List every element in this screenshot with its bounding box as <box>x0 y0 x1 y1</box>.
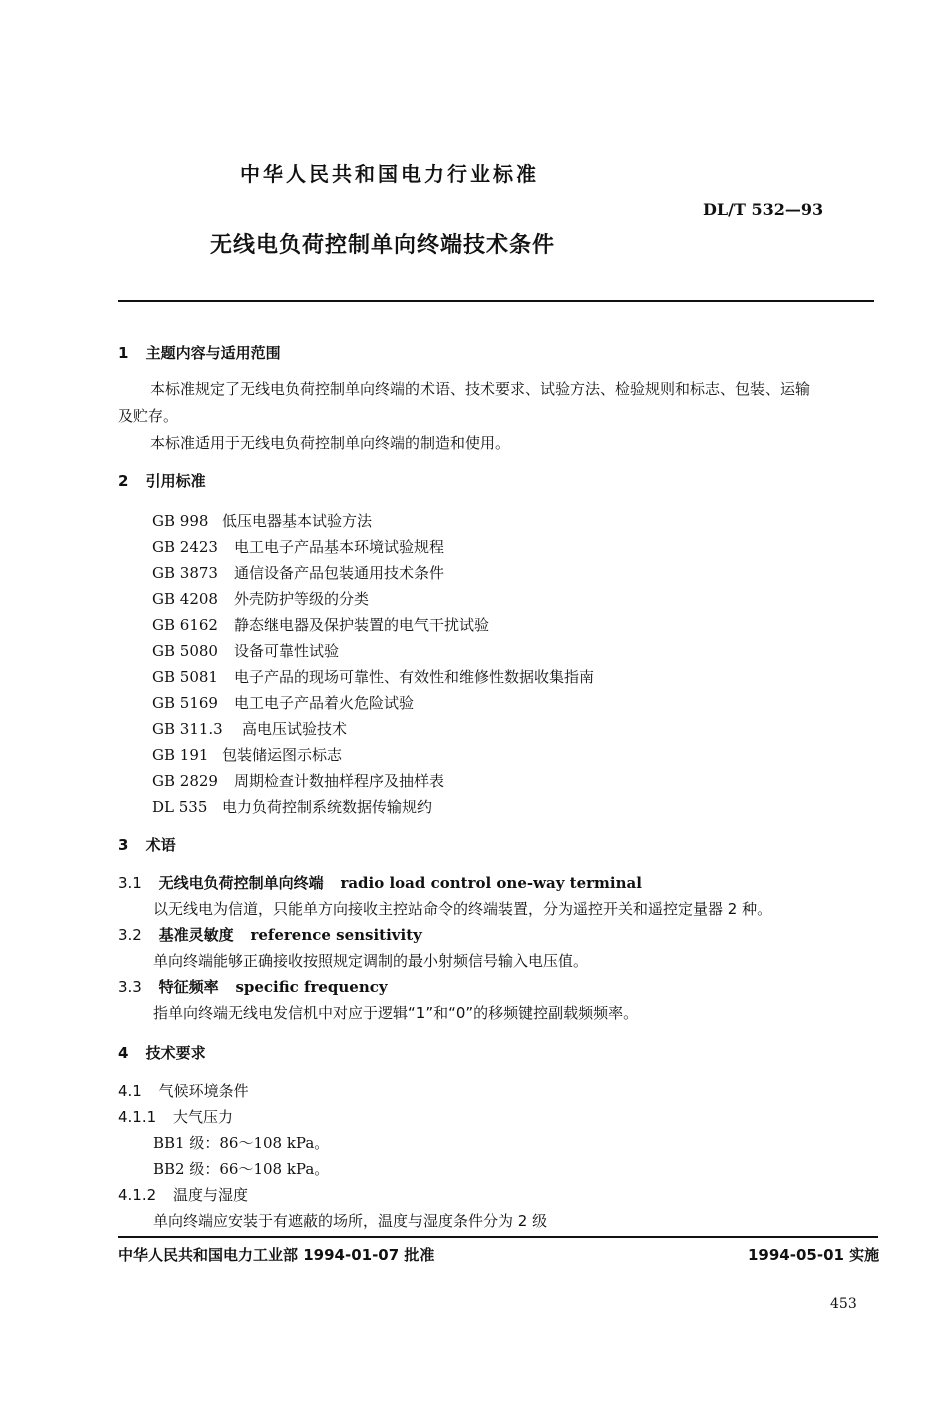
section-title: 术语 <box>145 836 176 854</box>
reference-name: 通信设备产品包装通用技术条件 <box>234 564 445 582</box>
reference-item <box>152 690 594 716</box>
term-chinese: 基准灵敏度 <box>158 926 234 944</box>
term-english: specific frequency <box>235 978 388 996</box>
reference-code: GB 5169 <box>152 694 218 712</box>
reference-item <box>152 508 594 534</box>
reference-standards-list <box>152 508 594 820</box>
reference-code: GB 4208 <box>152 590 218 608</box>
section-title: 引用标准 <box>145 472 206 490</box>
subsection-4-1-1-heading <box>118 1106 233 1127</box>
reference-item <box>152 794 594 820</box>
reference-name: 电子产品的现场可靠性、有效性和维修性数据收集指南 <box>234 668 595 686</box>
footer-divider <box>118 1236 878 1238</box>
subsection-number: 4.1 <box>118 1082 142 1100</box>
section-number: 2 <box>118 472 129 490</box>
section-1-paragraph-1-line-2: 及贮存。 <box>118 407 179 425</box>
reference-name: 外壳防护等级的分类 <box>234 590 370 608</box>
reference-name: 电工电子产品基本环境试验规程 <box>234 538 445 556</box>
reference-item <box>152 560 594 586</box>
term-english: radio load control one-way terminal <box>340 874 642 892</box>
term-number: 3.3 <box>118 978 142 996</box>
pressure-class-bb2: BB2 级：66～108 kPa。 <box>153 1160 330 1178</box>
section-2-heading <box>118 470 206 491</box>
reference-code: GB 6162 <box>152 616 218 634</box>
reference-code: DL 535 <box>152 798 208 816</box>
section-1-paragraph-1-line-1: 本标准规定了无线电负荷控制单向终端的术语、技术要求、试验方法、检验规则和标志、包装、运输 <box>150 380 811 398</box>
subsection-4-1-2-text: 单向终端应安装于有遮蔽的场所，温度与湿度条件分为 2 级 <box>153 1212 548 1230</box>
page-number: 453 <box>830 1296 857 1312</box>
term-english: reference sensitivity <box>250 926 422 944</box>
reference-code: GB 998 <box>152 512 209 530</box>
term-3-1-heading <box>118 872 642 893</box>
approval-line: 中华人民共和国电力工业部 1994-01-07 批准 <box>118 1246 435 1264</box>
industry-standard-title: 中华人民共和国电力行业标准 <box>240 162 539 186</box>
reference-code: GB 191 <box>152 746 209 764</box>
reference-item <box>152 534 594 560</box>
reference-code: GB 2829 <box>152 772 218 790</box>
subsection-4-1-2-heading <box>118 1184 248 1205</box>
section-1-heading <box>118 342 281 363</box>
pressure-class-bb1: BB1 级：86～108 kPa。 <box>153 1134 330 1152</box>
effective-date: 1994-05-01 实施 <box>748 1246 880 1264</box>
reference-item <box>152 664 594 690</box>
section-3-heading <box>118 834 176 855</box>
reference-code: GB 2423 <box>152 538 218 556</box>
document-title: 无线电负荷控制单向终端技术条件 <box>210 233 556 258</box>
reference-code: GB 5081 <box>152 668 218 686</box>
subsection-number: 4.1.1 <box>118 1108 157 1126</box>
reference-item <box>152 742 594 768</box>
section-1-paragraph-2: 本标准适用于无线电负荷控制单向终端的制造和使用。 <box>150 434 511 452</box>
reference-name: 静态继电器及保护装置的电气干扰试验 <box>234 616 490 634</box>
subsection-title: 温度与湿度 <box>172 1186 248 1204</box>
reference-item <box>152 612 594 638</box>
reference-code: GB 3873 <box>152 564 218 582</box>
section-number: 4 <box>118 1044 129 1062</box>
reference-item <box>152 716 594 742</box>
reference-name: 电力负荷控制系统数据传输规约 <box>222 798 433 816</box>
subsection-title: 大气压力 <box>172 1108 233 1126</box>
reference-name: 电工电子产品着火危险试验 <box>234 694 415 712</box>
reference-name: 包装储运图示标志 <box>222 746 343 764</box>
reference-item <box>152 768 594 794</box>
term-3-1-definition: 以无线电为信道，只能单方向接收主控站命令的终端装置，分为遥控开关和遥控定量器 2 种。 <box>153 900 773 918</box>
subsection-4-1-heading <box>118 1080 249 1101</box>
reference-name: 设备可靠性试验 <box>234 642 340 660</box>
reference-name: 周期检查计数抽样程序及抽样表 <box>234 772 445 790</box>
section-title: 技术要求 <box>145 1044 206 1062</box>
reference-name: 低压电器基本试验方法 <box>222 512 373 530</box>
section-number: 3 <box>118 836 129 854</box>
section-title: 主题内容与适用范围 <box>145 344 281 362</box>
header-divider <box>118 300 874 302</box>
reference-name: 高电压试验技术 <box>242 720 348 738</box>
reference-code: GB 311.3 <box>152 720 223 738</box>
term-3-2-heading <box>118 924 422 945</box>
reference-code: GB 5080 <box>152 642 218 660</box>
section-number: 1 <box>118 344 129 362</box>
term-3-2-definition: 单向终端能够正确接收按照规定调制的最小射频信号输入电压值。 <box>153 952 589 970</box>
term-chinese: 特征频率 <box>158 978 219 996</box>
standard-number: DL/T 532—93 <box>703 200 824 219</box>
section-4-heading <box>118 1042 206 1063</box>
subsection-title: 气候环境条件 <box>158 1082 249 1100</box>
reference-item <box>152 638 594 664</box>
term-number: 3.2 <box>118 926 142 944</box>
reference-item <box>152 586 594 612</box>
subsection-number: 4.1.2 <box>118 1186 157 1204</box>
term-chinese: 无线电负荷控制单向终端 <box>158 874 324 892</box>
term-number: 3.1 <box>118 874 142 892</box>
term-3-3-heading <box>118 976 388 997</box>
term-3-3-definition: 指单向终端无线电发信机中对应于逻辑“1”和“0”的移频键控副载频频率。 <box>153 1004 639 1022</box>
